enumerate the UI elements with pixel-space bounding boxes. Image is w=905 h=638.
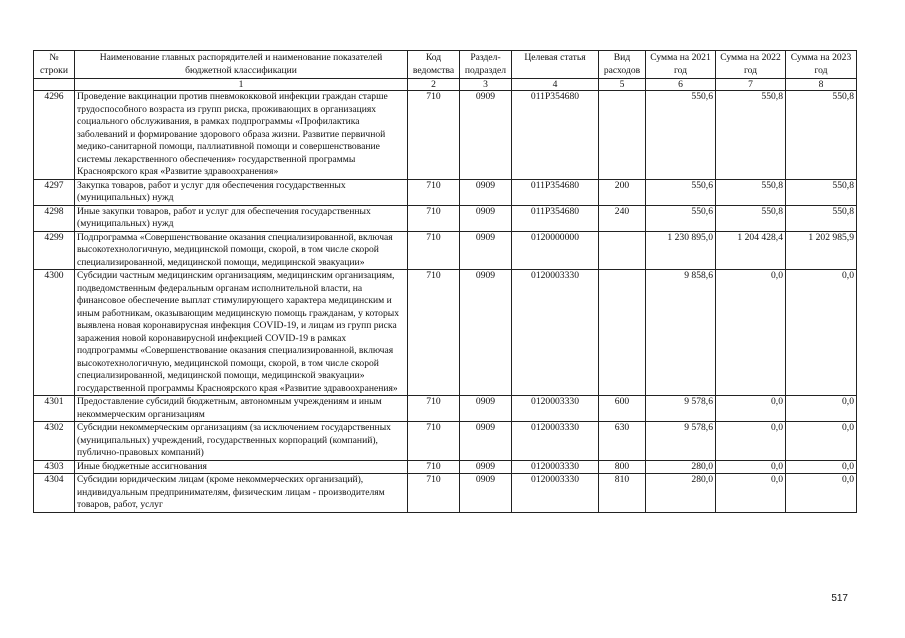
row-name: Подпрограмма «Совершенствование оказания специализированной, включая высокотехнологичную, медицинской помощи, скорой, в том числе скорой специализированной, медицинской помощи, медицинской эвакуации» (75, 231, 408, 270)
row-sum-2021: 280,0 (646, 460, 716, 474)
row-name: Субсидии некоммерческим организациям (за исключением государственных (муниципальных) учреждений, государственных корпораций (компаний), публично-правовых компаний) (75, 422, 408, 461)
row-department-code: 710 (408, 396, 460, 422)
row-sum-2023: 550,8 (786, 179, 857, 205)
row-number: 4297 (34, 179, 75, 205)
row-target-article: 0120003330 (512, 396, 599, 422)
row-target-article: 011P354680 (512, 91, 599, 180)
column-number: 6 (646, 79, 716, 91)
row-name: Проведение вакцинации против пневмококковой инфекции граждан старше трудоспособного возраста из групп риска, проживающих в организациях социального обслуживания, в рамках подпрограммы «Профилактика заболеваний и формирование здорового образа жизни. Развитие первичной медико-санитарной помощи, паллиативной помощи и совершенствование системы лекарственного обеспечения» государственной программы Красноярского края «Развитие здравоохранения» (75, 91, 408, 180)
row-target-article: 0120000000 (512, 231, 599, 270)
row-sum-2023: 1 202 985,9 (786, 231, 857, 270)
row-section: 0909 (460, 460, 512, 474)
header-section: Раздел-подраздел (460, 51, 512, 79)
header-sum-2022: Сумма на 2022 год (716, 51, 786, 79)
row-sum-2022: 0,0 (716, 422, 786, 461)
row-name: Иные закупки товаров, работ и услуг для обеспечения государственных (муниципальных) нужд (75, 205, 408, 231)
row-sum-2022: 550,8 (716, 179, 786, 205)
header-sum-2023: Сумма на 2023 год (786, 51, 857, 79)
row-section: 0909 (460, 270, 512, 396)
column-number: 5 (599, 79, 646, 91)
row-sum-2022: 550,8 (716, 205, 786, 231)
row-target-article: 011P354680 (512, 205, 599, 231)
row-target-article: 011P354680 (512, 179, 599, 205)
header-department-code: Код ведомства (408, 51, 460, 79)
row-section: 0909 (460, 205, 512, 231)
row-department-code: 710 (408, 270, 460, 396)
header-expense-type: Вид расходов (599, 51, 646, 79)
row-name: Закупка товаров, работ и услуг для обеспечения государственных (муниципальных) нужд (75, 179, 408, 205)
budget-table (33, 50, 857, 513)
column-number: 4 (512, 79, 599, 91)
row-sum-2022: 0,0 (716, 474, 786, 513)
budget-table-container (33, 50, 857, 513)
row-section: 0909 (460, 231, 512, 270)
table-row (34, 179, 857, 205)
column-number: 2 (408, 79, 460, 91)
header-sum-2021: Сумма на 2021 год (646, 51, 716, 79)
table-row (34, 396, 857, 422)
row-section: 0909 (460, 179, 512, 205)
row-sum-2022: 0,0 (716, 396, 786, 422)
row-sum-2022: 0,0 (716, 460, 786, 474)
row-sum-2021: 1 230 895,0 (646, 231, 716, 270)
table-row (34, 231, 857, 270)
column-number-row (34, 79, 857, 91)
row-sum-2023: 550,8 (786, 205, 857, 231)
header-name: Наименование главных распорядителей и наименование показателей бюджетной классификации (75, 51, 408, 79)
column-number: 7 (716, 79, 786, 91)
row-sum-2021: 9 578,6 (646, 396, 716, 422)
column-number: 3 (460, 79, 512, 91)
row-section: 0909 (460, 396, 512, 422)
row-sum-2023: 0,0 (786, 270, 857, 396)
row-sum-2023: 0,0 (786, 474, 857, 513)
table-row (34, 205, 857, 231)
column-number-blank (34, 79, 75, 91)
row-number: 4296 (34, 91, 75, 180)
row-sum-2021: 550,6 (646, 91, 716, 180)
row-sum-2021: 550,6 (646, 205, 716, 231)
row-expense-type (599, 91, 646, 180)
header-target-article: Целевая статья (512, 51, 599, 79)
row-department-code: 710 (408, 91, 460, 180)
row-expense-type: 200 (599, 179, 646, 205)
row-number: 4301 (34, 396, 75, 422)
table-row (34, 474, 857, 513)
row-sum-2023: 0,0 (786, 396, 857, 422)
row-sum-2023: 0,0 (786, 422, 857, 461)
row-name: Субсидии юридическим лицам (кроме некоммерческих организаций), индивидуальным предпринимателям, физическим лицам - производителям товаров, работ, услуг (75, 474, 408, 513)
row-name: Иные бюджетные ассигнования (75, 460, 408, 474)
row-sum-2022: 1 204 428,4 (716, 231, 786, 270)
table-row (34, 460, 857, 474)
row-name: Субсидии частным медицинским организациям, медицинским организациям, подведомственным федеральным органам исполнительной власти, на финансовое обеспечение выплат стимулирующего характера медицинским и иным работникам, оказывающим медицинскую помощь гражданам, у которых выявлена новая коронавирусная инфекция COVID-19, и лицам из групп риска заражения новой коронавирусной инфекцией COVID-19 в рамках подпрограммы «Совершенствование оказания специализированной, включая высокотехнологичную, медицинской помощи, скорой, в том числе скорой специализированной, медицинской помощи, медицинской эвакуации» государственной программы Красноярского края «Развитие здравоохранения» (75, 270, 408, 396)
row-name: Предоставление субсидий бюджетным, автономным учреждениям и иным некоммерческим организациям (75, 396, 408, 422)
row-target-article: 0120003330 (512, 460, 599, 474)
column-number: 8 (786, 79, 857, 91)
row-department-code: 710 (408, 205, 460, 231)
table-body (34, 79, 857, 513)
row-number: 4300 (34, 270, 75, 396)
row-expense-type: 600 (599, 396, 646, 422)
row-expense-type: 800 (599, 460, 646, 474)
row-sum-2023: 0,0 (786, 460, 857, 474)
row-department-code: 710 (408, 474, 460, 513)
row-section: 0909 (460, 91, 512, 180)
row-expense-type: 240 (599, 205, 646, 231)
row-sum-2022: 0,0 (716, 270, 786, 396)
row-number: 4304 (34, 474, 75, 513)
row-sum-2021: 550,6 (646, 179, 716, 205)
row-number: 4299 (34, 231, 75, 270)
row-number: 4303 (34, 460, 75, 474)
row-sum-2023: 550,8 (786, 91, 857, 180)
row-department-code: 710 (408, 460, 460, 474)
row-department-code: 710 (408, 231, 460, 270)
row-expense-type (599, 231, 646, 270)
row-sum-2021: 280,0 (646, 474, 716, 513)
row-sum-2021: 9 578,6 (646, 422, 716, 461)
row-target-article: 0120003330 (512, 474, 599, 513)
row-target-article: 0120003330 (512, 270, 599, 396)
table-row (34, 91, 857, 180)
row-department-code: 710 (408, 179, 460, 205)
row-number: 4302 (34, 422, 75, 461)
row-expense-type: 630 (599, 422, 646, 461)
row-section: 0909 (460, 422, 512, 461)
row-sum-2021: 9 858,6 (646, 270, 716, 396)
table-row (34, 270, 857, 396)
row-expense-type: 810 (599, 474, 646, 513)
header-row-number: № строки (34, 51, 75, 79)
table-row (34, 422, 857, 461)
table-header-row (34, 51, 857, 79)
row-department-code: 710 (408, 422, 460, 461)
row-expense-type (599, 270, 646, 396)
page-number: 517 (831, 593, 848, 604)
row-section: 0909 (460, 474, 512, 513)
column-number: 1 (75, 79, 408, 91)
row-number: 4298 (34, 205, 75, 231)
row-target-article: 0120003330 (512, 422, 599, 461)
row-sum-2022: 550,8 (716, 91, 786, 180)
